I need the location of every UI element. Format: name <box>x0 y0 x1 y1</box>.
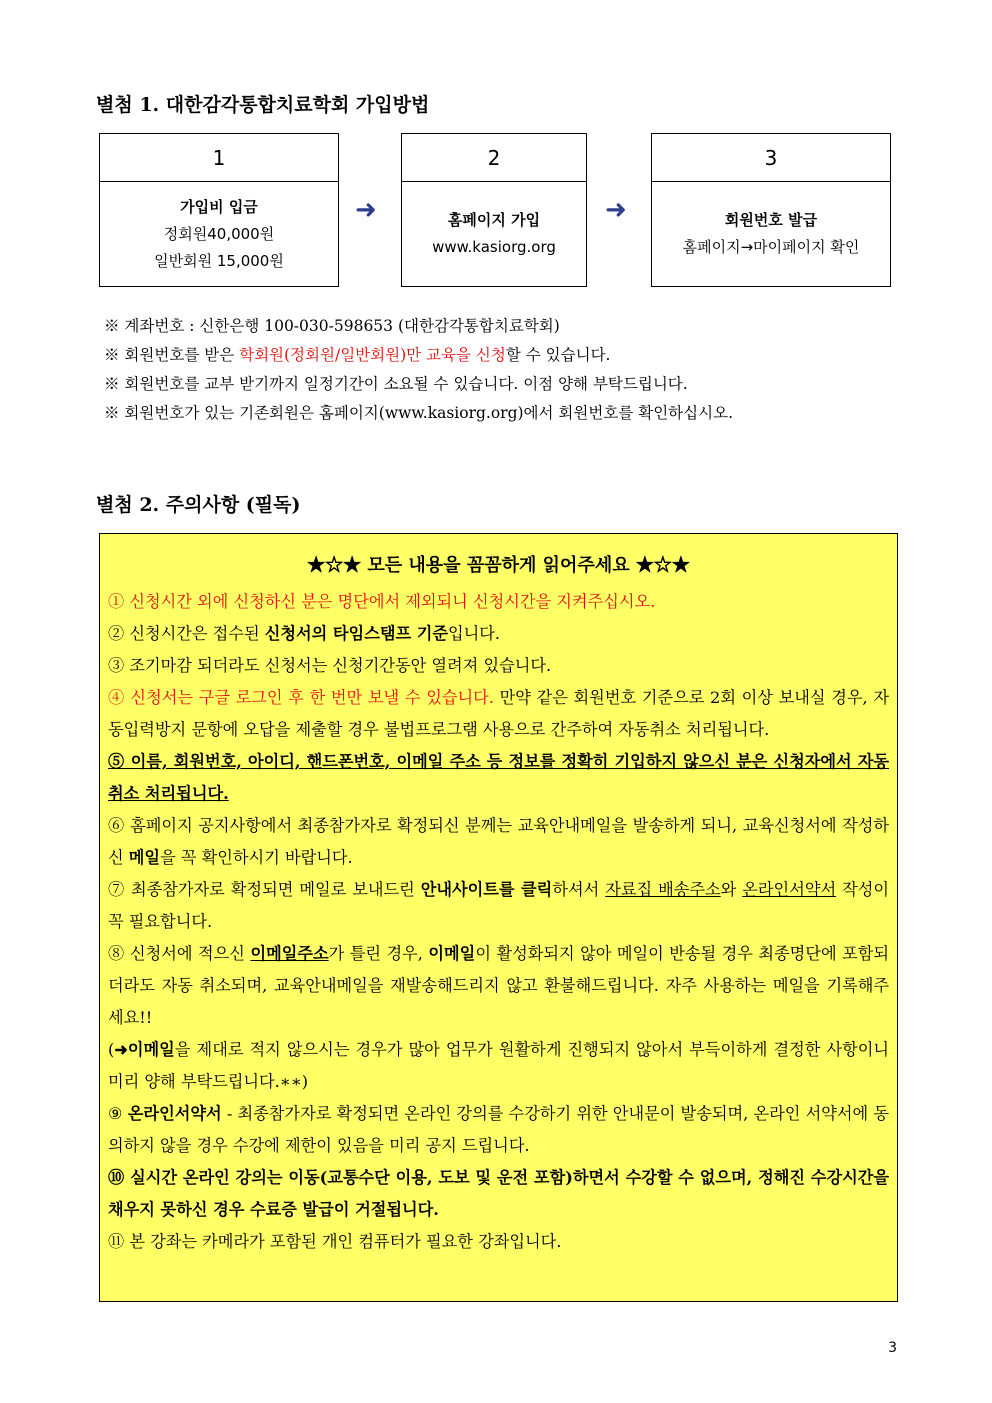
emphasis: 온라인서약서 <box>127 1104 222 1123</box>
step-line: 홈페이지→마이페이지 확인 <box>682 238 860 256</box>
step-number: 2 <box>402 134 586 182</box>
notice-item-5: ⑤ 이름, 회원번호, 아이디, 핸드폰번호, 이메일 주소 등 정보를 정확히 기입하지 않으신 분은 신청자에서 자동취소 처리됩니다. <box>108 752 889 803</box>
step-title: 홈페이지 가입 <box>447 211 541 229</box>
underlined: 온라인서약서 <box>742 880 837 899</box>
text: 입니다. <box>448 624 501 643</box>
text: - 최종참가자로 확정되면 온라인 강의를 수강하기 위한 안내문이 발송되며, 온라인 서약서에 동의하지 않을 경우 수강에 제한이 있음을 미리 공지 드립니다. <box>108 1104 889 1155</box>
notice-item-10: ⑩ 실시간 온라인 강의는 이동(교통수단 이용, 도보 및 운전 포함)하면서 수강할 수 없으며, 정해진 수강시간을 채우지 못하신 경우 수료증 발급이 거절됩니다. <box>108 1168 889 1219</box>
notice-item-1: ① 신청시간 외에 신청하신 분은 명단에서 제외되니 신청시간을 지켜주십시오. <box>108 592 656 611</box>
note-text: ※ 회원번호를 받은 <box>104 346 240 364</box>
step-number: 3 <box>652 134 890 182</box>
notice-item-6 <box>108 810 889 874</box>
notice-item-11: ⑪ 본 강좌는 카메라가 포함된 개인 컴퓨터가 필요한 강좌입니다. <box>108 1232 562 1251</box>
text: ⑧ 신청서에 적으신 <box>108 944 251 963</box>
text: 을 꼭 확인하시기 바랍니다. <box>160 848 353 867</box>
text: 하셔서 <box>552 880 606 899</box>
section2-heading: 별첨 2. 주의사항 (필독) <box>96 494 301 516</box>
step-title: 회원번호 발급 <box>724 211 818 229</box>
note-account: ※ 계좌번호 : 신한은행 100-030-598653 (대한감각통합치료학회) <box>104 317 560 335</box>
emphasis: 메일 <box>128 848 161 867</box>
arrow-right-icon: ➜ <box>114 1040 128 1059</box>
step-box-2 <box>401 133 587 287</box>
notice-item-9 <box>108 1098 889 1162</box>
text: 이 활성화되지 않아 메일이 반송될 경우 최종명단에 포함되더라도 자동 취소되며, 교육안내메일을 재발송해드리지 않고 환불해드립니다. 자주 사용하는 메일을 기록해주세요!! <box>108 944 889 1027</box>
note-emphasis: 학회원(정회원/일반회원)만 교육을 신청 <box>239 346 506 364</box>
emphasis: ④ 신청서는 구글 로그인 후 한 번만 보낼 수 있습니다. <box>108 688 494 707</box>
text: 가 틀린 경우, <box>328 944 429 963</box>
text: 와 <box>720 880 743 899</box>
emphasis: 신청서의 타임스탬프 기준 <box>264 624 449 643</box>
notice-item-8-note <box>108 1034 889 1098</box>
notice-box <box>99 533 898 1302</box>
step-line: 일반회원 15,000원 <box>154 251 284 270</box>
step-title: 가입비 입금 <box>180 197 258 216</box>
notice-item-2 <box>108 618 889 650</box>
notice-item-8 <box>108 938 889 1034</box>
arrow-right-icon: ➜ <box>605 195 627 225</box>
step-line: www.kasiorg.org <box>432 238 556 256</box>
underlined: 자료집 배송주소 <box>605 880 721 899</box>
arrow-right-icon: ➜ <box>355 195 377 225</box>
page-number: 3 <box>888 1340 897 1356</box>
text: ⑨ <box>108 1104 128 1123</box>
membership-notes <box>104 312 733 428</box>
notice-title: ★☆★ 모든 내용을 꼼꼼하게 읽어주세요 ★☆★ <box>307 555 690 576</box>
text: 작성이 꼭 필요합니다. <box>108 880 889 931</box>
emphasis: 안내사이트를 클릭 <box>420 880 553 899</box>
notice-item-7 <box>108 874 889 938</box>
text: ② 신청시간은 접수된 <box>108 624 265 643</box>
section1-heading: 별첨 1. 대한감각통합치료학회 가입방법 <box>96 94 430 116</box>
step-line: 정회원40,000원 <box>163 224 275 243</box>
step-number: 1 <box>100 134 338 182</box>
emphasis: 이메일주소 <box>250 944 329 963</box>
step-box-3 <box>651 133 891 287</box>
text: ⑦ 최종참가자로 확정되면 메일로 보내드린 <box>108 880 421 899</box>
text: ⑥ 홈페이지 공지사항에서 최종참가자로 확정되신 분께는 교육안내메일을 발송하게 되니, 교육신청서에 작성하신 <box>108 816 889 867</box>
note-existing-members: ※ 회원번호가 있는 기존회원은 홈페이지(www.kasiorg.org)에서 회원번호를 확인하십시오. <box>104 404 733 422</box>
text: 을 제대로 적지 않으시는 경우가 많아 업무가 원활하게 진행되지 않아서 부득이하게 결정한 사항이니 미리 양해 부탁드립니다.∗∗) <box>108 1040 889 1091</box>
emphasis: 이메일 <box>127 1040 175 1059</box>
text: ( <box>108 1040 115 1059</box>
note-eligibility <box>104 341 733 370</box>
note-text: 할 수 있습니다. <box>505 346 611 364</box>
note-delay: ※ 회원번호를 교부 받기까지 일정기간이 소요될 수 있습니다. 이점 양해 부탁드립니다. <box>104 375 688 393</box>
step-box-1 <box>99 133 339 287</box>
notice-item-4 <box>108 682 889 746</box>
emphasis: 이메일 <box>428 944 476 963</box>
notice-item-3: ③ 조기마감 되더라도 신청서는 신청기간동안 열려져 있습니다. <box>108 656 552 675</box>
text: 만약 같은 회원번호 기준으로 2회 이상 보내실 경우, 자동입력방지 문항에 오답을 제출할 경우 불법프로그램 사용으로 간주하여 자동취소 처리됩니다. <box>108 688 889 739</box>
